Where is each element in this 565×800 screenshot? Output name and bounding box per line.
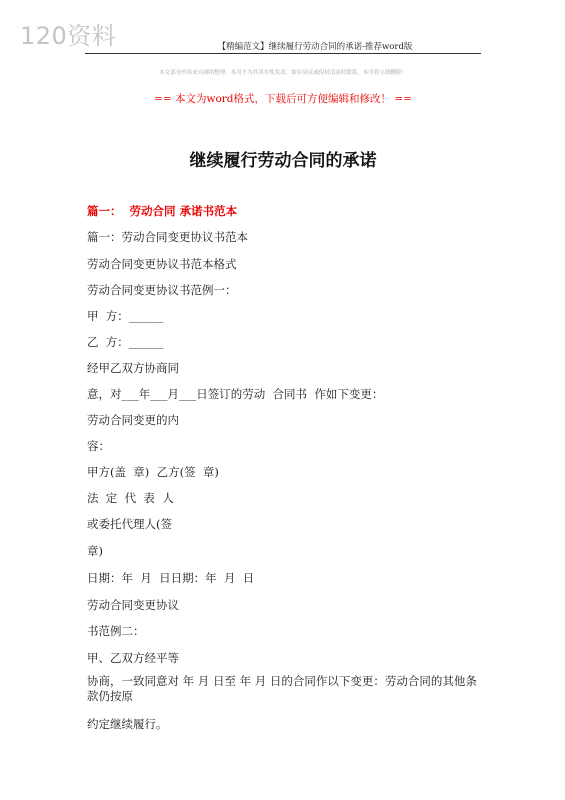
body-line: 章) xyxy=(87,544,103,558)
party-a-field: 甲 方：______ xyxy=(87,309,164,323)
copyright-disclaimer: 本文部分内容来自网络整理，本司不为其真实性负责，如有异议或侵权请及时联系，本司将立即删除！ xyxy=(159,70,407,76)
body-line: 劳动合同变更协议书范例一： xyxy=(87,283,237,297)
section-heading: 篇一： 劳动合同 承诺书范本 xyxy=(87,204,238,218)
signature-line: 甲方(盖 章) 乙方(签 章) xyxy=(87,465,219,479)
body-line: 甲、乙双方经平等 xyxy=(87,651,179,665)
body-line: 劳动合同变更协议书范本格式 xyxy=(87,257,237,271)
date-line: 日期：年 月 日日期：年 月 日 xyxy=(87,571,255,585)
body-paragraph: 协商，一致同意对 年 月 日至 年 月 日的合同作以下变更：劳动合同的其他条款仍按原 xyxy=(87,674,477,703)
body-line: 书范例二： xyxy=(87,624,145,638)
body-line: 劳动合同变更的内 xyxy=(87,413,179,427)
document-title: 继续履行劳动合同的承诺 xyxy=(189,151,377,171)
body-line: 劳动合同变更协议 xyxy=(87,598,179,612)
body-line: 或委托代理人(签 xyxy=(87,517,172,531)
format-notice: == 本文为word格式，下载后可方便编辑和修改！ == xyxy=(154,93,412,105)
body-line: 意，对___年___月___日签订的劳动 合同书 作如下变更： xyxy=(87,387,384,401)
body-line: 篇一：劳动合同变更协议书范本 xyxy=(87,230,248,244)
header-divider xyxy=(85,53,481,54)
page-header-title: 【精编范文】继续履行劳动合同的承诺-推荐word版 xyxy=(217,42,413,52)
party-b-field: 乙 方：______ xyxy=(87,335,164,349)
body-line: 经甲乙双方协商同 xyxy=(87,361,179,375)
watermark-logo: 120资料 xyxy=(20,22,117,50)
body-line: 约定继续履行。 xyxy=(87,717,168,731)
body-line: 法 定 代 表 人 xyxy=(87,491,174,505)
body-line: 容： xyxy=(87,439,110,453)
